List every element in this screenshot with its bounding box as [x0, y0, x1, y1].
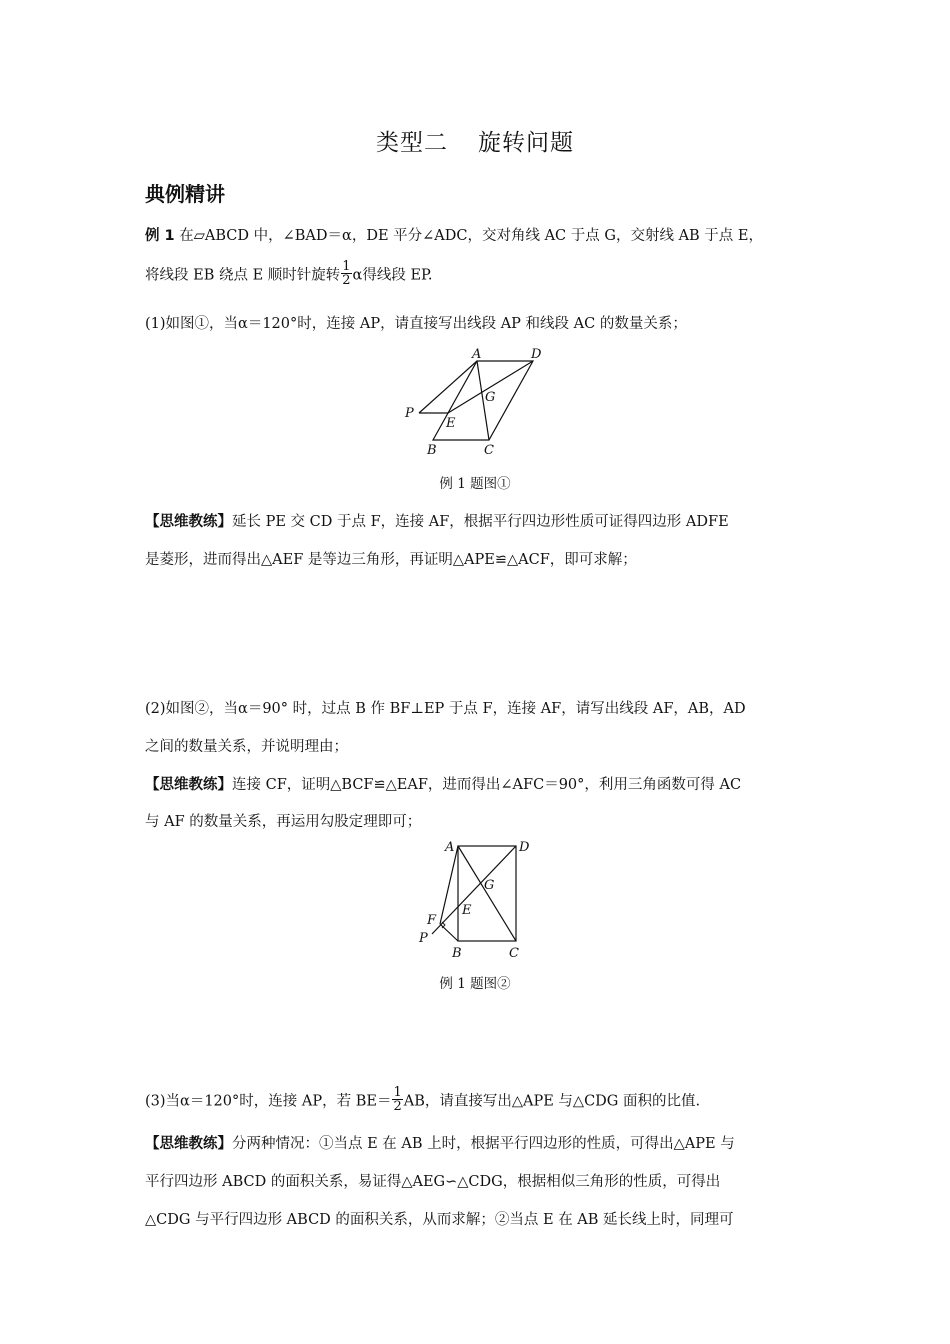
example-stem-line1 [145, 224, 763, 245]
q3-hint-line1 [145, 1132, 735, 1153]
fraction-half [341, 260, 351, 287]
figure-2-caption: 例 1 题图② [439, 976, 511, 992]
label-A: A [472, 347, 482, 362]
fraction-half [392, 1086, 402, 1113]
hint-text: 延长 PE 交 CD 于点 F，连接 AF，根据平行四边形性质可证得四边形 ADFE [232, 514, 729, 530]
question-2-line1: (2)如图②，当α＝90° 时，过点 B 作 BF⊥EP 于点 F，连接 AF，请写出线段 AF，AB，AD [145, 701, 746, 717]
q3-text-b: AB，请直接写出△APE 与△CDG 面积的比值. [403, 1093, 701, 1110]
frac-den: 2 [393, 1099, 402, 1114]
section-heading: 典例精讲 [145, 182, 225, 206]
hint-label: 【思维教练】 [145, 777, 232, 793]
q3-hint-line2: 平行四边形 ABCD 的面积关系，易证得△AEG∽△CDG，根据相似三角形的性质，可得出 [145, 1174, 721, 1190]
frac-num: 1 [393, 1085, 402, 1100]
q3-hint-line3: △CDG 与平行四边形 ABCD 的面积关系，从而求解；②当点 E 在 AB 延长线上时，同理可 [145, 1212, 734, 1228]
label-F: F [427, 913, 437, 928]
page-title [0, 124, 950, 157]
q1-hint-line2: 是菱形，进而得出△AEF 是等边三角形，再证明△APE≌△ACF，即可求解； [145, 552, 637, 568]
label-B: B [427, 443, 437, 458]
figure-1-caption: 例 1 题图① [439, 476, 511, 492]
stem-text-a: 将线段 EB 绕点 E 顺时针旋转 [145, 267, 341, 284]
label-D: D [531, 347, 542, 362]
label-E: E [446, 416, 456, 431]
label-P: P [419, 931, 428, 946]
q1-hint-line1 [145, 510, 729, 531]
label-A: A [445, 840, 455, 855]
label-G: G [485, 390, 496, 405]
q2-hint-line2: 与 AF 的数量关系，再运用勾股定理即可； [145, 814, 422, 830]
q3-text-a: (3)当α＝120°时，连接 AP，若 BE＝ [145, 1093, 392, 1110]
question-3 [145, 1085, 701, 1115]
question-1: (1)如图①，当α＝120°时，连接 AP，请直接写出线段 AP 和线段 AC 的数量关系； [145, 316, 687, 332]
example-stem-line2 [145, 259, 433, 289]
question-2-line2: 之间的数量关系，并说明理由； [145, 739, 348, 755]
frac-den: 2 [342, 273, 351, 288]
label-G: G [484, 878, 495, 893]
q2-hint-line1 [145, 773, 741, 794]
label-B: B [452, 946, 462, 960]
stem-text-b: α得线段 EP. [352, 267, 433, 284]
hint-text: 分两种情况：①当点 E 在 AB 上时，根据平行四边形的性质，可得出△APE 与 [232, 1136, 735, 1152]
label-D: D [519, 840, 530, 855]
hint-label: 【思维教练】 [145, 514, 232, 530]
example-stem-text: 在▱ABCD 中，∠BAD＝α，DE 平分∠ADC，交对角线 AC 于点 G，交射线 AB 于点 E， [179, 228, 763, 244]
label-C: C [509, 946, 519, 960]
hint-label: 【思维教练】 [145, 1136, 232, 1152]
frac-num: 1 [342, 259, 351, 274]
figure-1-diagram [395, 340, 560, 460]
label-E: E [462, 903, 472, 918]
title-type: 类型二 [376, 130, 448, 156]
figure-2-diagram [410, 835, 540, 960]
hint-text: 连接 CF，证明△BCF≌△EAF，进而得出∠AFC＝90°，利用三角函数可得 AC [232, 777, 742, 793]
label-C: C [484, 443, 494, 458]
label-P: P [405, 406, 414, 421]
title-topic: 旋转问题 [478, 130, 574, 156]
example-label: 例 1 [145, 228, 175, 244]
